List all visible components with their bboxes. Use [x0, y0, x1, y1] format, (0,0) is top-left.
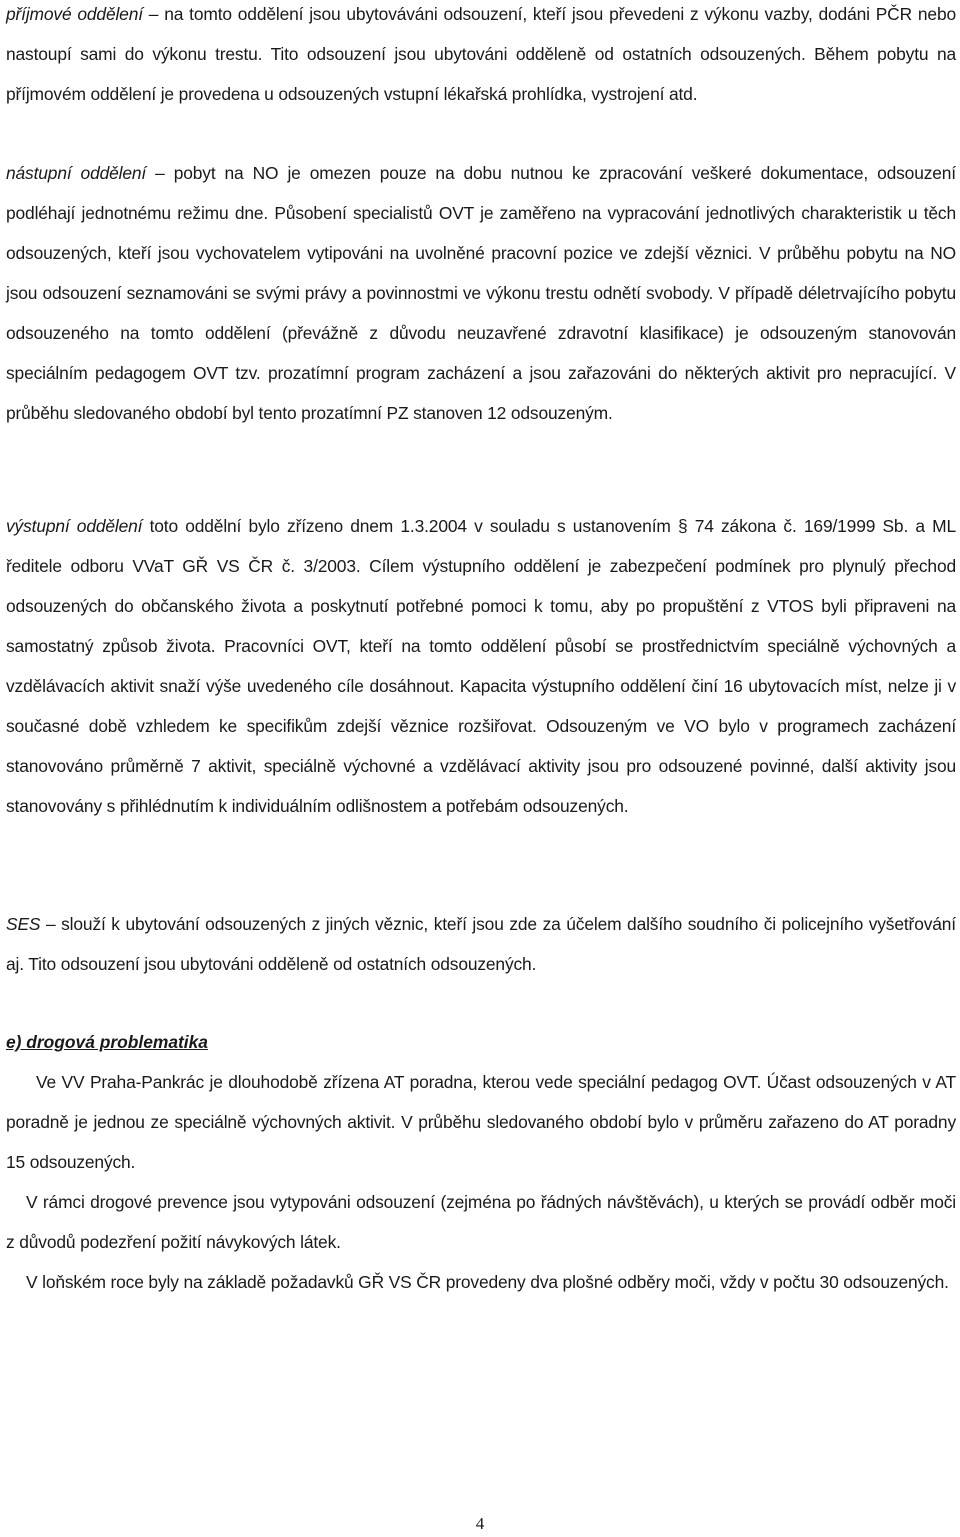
paragraph-text: – pobyt na NO je omezen pouze na dobu nutnou ke zpracování veškeré dokumentace, odsouzení podléhají jednotnému režimu dne. Působení specialistů OVT je zaměřeno na vypracování jednotlivých charakteristik u těch odsouzených, kteří jsou vychovatelem vytipováni na uvolněné pracovní pozice ve zdejší věznici. V průběhu pobytu na NO jsou odsouzení seznamováni se svými právy a povinnostmi ve výkonu trestu odnětí svobody. V případě déletrvajícího pobytu odsouzeného na tomto oddělení (převážně z důvodu neuzavřené zdravotní klasifikace) je odsouzeným stanovován speciálním pedagogem OVT tzv. prozatímní program zacházení a jsou zařazováni do některých aktivit pro nepracující. V průběhu sledovaného období byl tento prozatímní PZ stanoven 12 odsouzeným.: [6, 163, 956, 423]
paragraph-ses: [6, 904, 956, 984]
page-number: 4: [475, 1514, 485, 1533]
term-vystupni-oddeleni: výstupní oddělení: [6, 516, 143, 536]
term-nastupni-oddeleni: nástupní oddělení: [6, 163, 147, 183]
paragraph-text: – slouží k ubytování odsouzených z jiných věznic, kteří jsou zde za účelem dalšího soudního či policejního vyšetřování aj. Tito odsouzení jsou ubytováni odděleně od ostatních odsouzených.: [6, 914, 956, 974]
term-prijmove-oddeleni: příjmové oddělení: [6, 4, 143, 24]
paragraph-plosne-odbery: V loňském roce byly na základě požadavků GŘ VS ČR provedeny dva plošné odběry moči, vždy v počtu 30 odsouzených.: [26, 1272, 949, 1292]
term-ses: SES: [6, 914, 41, 934]
section-heading-drogova-problematika: e) drogová problematika: [6, 1032, 208, 1052]
paragraph-vystupni-oddeleni: [6, 506, 956, 826]
paragraph-text: toto oddělní bylo zřízeno dnem 1.3.2004 v souladu s ustanovením § 74 zákona č. 169/1999 Sb. a ML ředitele odboru VVaT GŘ VS ČR č. 3/2003. Cílem výstupního oddělení je zabezpečení podmínek pro plynulý přechod odsouzených do občanského života a poskytnutí potřebné pomoci k tomu, aby po propuštění z VTOS byli připraveni na samostatný způsob života. Pracovníci OVT, kteří na tomto oddělení působí se prostřednictvím speciálně výchovných a vzdělávacích aktivit snaží výše uvedeného cíle dosáhnout. Kapacita výstupního oddělení činí 16 ubytovacích míst, nelze ji v současné době vzhledem ke specifikům zdejší věznice rozšiřovat. Odsouzeným ve VO bylo v programech zacházení stanovováno průměrně 7 aktivit, speciálně výchovné a vzdělávací aktivity jsou pro odsouzené povinné, další aktivity jsou stanovovány s přihlédnutím k individuálním odlišnostem a potřebám odsouzených.: [6, 516, 956, 816]
paragraph-prijmove-oddeleni: [6, 0, 956, 114]
paragraph-drogova-prevence: V rámci drogové prevence jsou vytypováni odsouzení (zejména po řádných návštěvách), u kterých se provádí odběr moči z důvodů podezření požití návykových látek.: [6, 1192, 956, 1252]
paragraph-text: – na tomto oddělení jsou ubytováváni odsouzení, kteří jsou převedeni z výkonu vazby, dodáni PČR nebo nastoupí sami do výkonu trestu. Tito odsouzení jsou ubytováni odděleně od ostatních odsouzených. Během pobytu na příjmovém oddělení je provedena u odsouzených vstupní lékařská prohlídka, vystrojení atd.: [6, 4, 956, 104]
paragraph-nastupni-oddeleni: [6, 153, 956, 433]
paragraph-at-poradna: Ve VV Praha-Pankrác je dlouhodobě zřízena AT poradna, kterou vede speciální pedagog OVT. Účast odsouzených v AT poradně je jednou ze speciálně výchovných aktivit. V průběhu sledovaného období bylo v průměru zařazeno do AT poradny 15 odsouzených.: [6, 1072, 956, 1172]
